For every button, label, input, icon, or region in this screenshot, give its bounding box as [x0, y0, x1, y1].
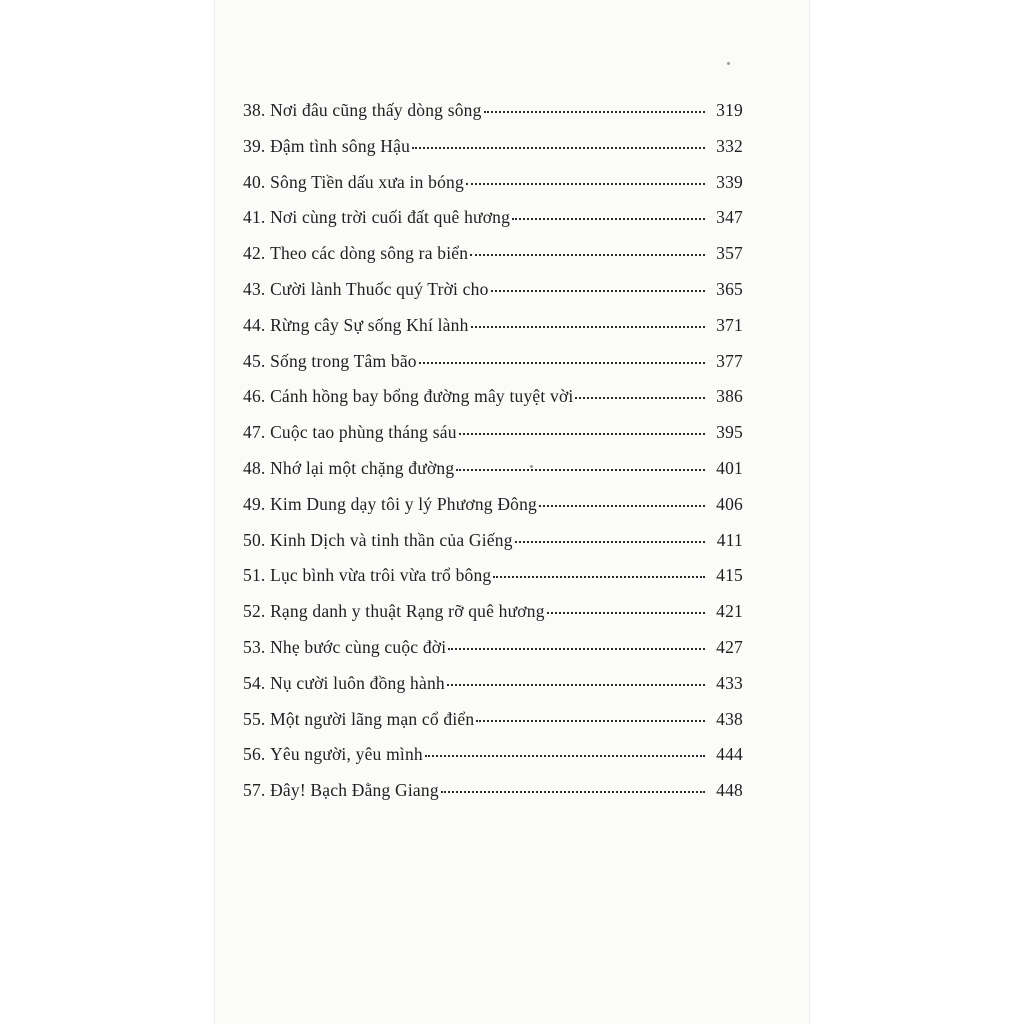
entry-page-number: 332	[716, 135, 743, 156]
toc-entry	[243, 100, 743, 136]
toc-entry	[243, 422, 743, 458]
dot-leader	[493, 576, 705, 578]
entry-title: Theo các dòng sông ra biển	[270, 243, 469, 264]
dot-leader	[539, 505, 705, 507]
entry-number: 38.	[243, 100, 266, 120]
dot-leader	[476, 720, 705, 722]
dot-leader	[412, 147, 705, 149]
entry-title: Nơi đâu cũng thấy dòng sông	[270, 100, 482, 120]
dot-leader	[441, 791, 705, 793]
entry-number: 43.	[243, 278, 266, 299]
dot-leader	[512, 218, 705, 220]
entry-page-number: 347	[716, 207, 743, 228]
toc-entry	[243, 136, 743, 172]
dot-leader	[547, 612, 705, 614]
entry-page-number: 339	[716, 171, 743, 192]
entry-page-number: 448	[716, 780, 743, 801]
entry-number: 50.	[243, 529, 266, 550]
entry-number: 47.	[243, 422, 266, 443]
entry-title: Cười lành Thuốc quý Trời cho	[270, 278, 489, 299]
entry-page-number: 319	[716, 100, 743, 120]
toc-entry	[243, 207, 743, 243]
entry-page-number: 433	[716, 672, 743, 693]
toc-entry	[243, 565, 743, 601]
entry-number: 48.	[243, 457, 266, 478]
entry-page-number: 365	[716, 278, 743, 299]
entry-title: Lục bình vừa trôi vừa trổ bông	[270, 565, 492, 586]
dot-leader	[471, 326, 705, 328]
entry-number: 53.	[243, 636, 266, 657]
toc-entry	[243, 351, 743, 387]
entry-title: Đậm tình sông Hậu	[270, 135, 411, 156]
entry-number: 45.	[243, 350, 266, 371]
toc-entry	[243, 780, 743, 816]
dot-leader	[425, 755, 705, 757]
dot-leader	[484, 111, 705, 113]
entry-title: Một người lãng mạn cổ điển	[270, 708, 475, 729]
entry-page-number: 401	[716, 457, 743, 478]
entry-title: Cuộc tao phùng tháng sáu	[270, 422, 457, 443]
entry-number: 40.	[243, 171, 266, 192]
entry-title: Nhẹ bước cùng cuộc đời	[270, 636, 447, 657]
entry-number: 44.	[243, 314, 266, 335]
entry-number: 51.	[243, 565, 266, 586]
entry-page-number: 415	[716, 565, 743, 586]
dot-leader	[419, 362, 705, 364]
toc-entry	[243, 494, 743, 530]
dot-leader	[575, 397, 705, 399]
toc-entry	[243, 386, 743, 422]
entry-title: Nhớ lại một chặng đường	[270, 457, 455, 478]
entry-title: Nụ cười luôn đồng hành	[270, 672, 445, 693]
toc-entry	[243, 279, 743, 315]
entry-number: 42.	[243, 243, 266, 264]
entry-page-number: 371	[716, 314, 743, 335]
entry-title: Rạng danh y thuật Rạng rỡ quê hương	[270, 601, 545, 622]
toc-entry	[243, 744, 743, 780]
entry-number: 39.	[243, 135, 266, 156]
entry-number: 41.	[243, 207, 266, 228]
entry-title: Sông Tiền dấu xưa in bóng	[270, 171, 464, 192]
paper-speck	[727, 62, 730, 65]
entry-number: 57.	[243, 780, 266, 801]
entry-page-number: 406	[716, 493, 743, 514]
entry-page-number: 357	[716, 243, 743, 264]
entry-page-number: 438	[716, 708, 743, 729]
dot-leader	[470, 254, 705, 256]
entry-page-number: 444	[716, 744, 743, 765]
table-of-contents	[243, 100, 743, 816]
dot-leader	[491, 290, 705, 292]
toc-entry	[243, 172, 743, 208]
toc-entry	[243, 458, 743, 494]
dot-leader	[466, 183, 705, 185]
toc-entry	[243, 601, 743, 637]
entry-number: 54.	[243, 672, 266, 693]
entry-number: 55.	[243, 708, 266, 729]
entry-title: Rừng cây Sự sống Khí lành	[270, 314, 469, 335]
entry-title: Đây! Bạch Đằng Giang	[270, 780, 439, 801]
entry-title: Yêu người, yêu mình	[270, 744, 423, 765]
entry-number: 56.	[243, 744, 266, 765]
entry-title: Sống trong Tâm bão	[270, 350, 417, 371]
entry-page-number: 427	[716, 636, 743, 657]
toc-entry	[243, 530, 743, 566]
dot-leader	[459, 433, 705, 435]
entry-page-number: 411	[716, 529, 743, 550]
entry-title: Nơi cùng trời cuối đất quê hương	[270, 207, 511, 228]
dot-leader	[515, 541, 705, 543]
toc-entry	[243, 637, 743, 673]
dot-leader	[447, 684, 705, 686]
entry-page-number: 377	[716, 350, 743, 371]
entry-title: Kinh Dịch và tinh thần của Giếng	[270, 529, 513, 550]
toc-entry	[243, 673, 743, 709]
entry-title: Kim Dung dạy tôi y lý Phương Đông	[270, 493, 538, 514]
entry-page-number: 386	[716, 386, 743, 407]
dot-leader	[448, 648, 705, 650]
entry-page-number: 395	[716, 422, 743, 443]
entry-number: 46.	[243, 386, 266, 407]
entry-number: 52.	[243, 601, 266, 622]
toc-entry	[243, 709, 743, 745]
entry-title: Cánh hồng bay bổng đường mây tuyệt vời	[270, 386, 574, 407]
dot-leader	[456, 469, 705, 471]
entry-page-number: 421	[716, 601, 743, 622]
entry-number: 49.	[243, 493, 266, 514]
toc-entry	[243, 243, 743, 279]
toc-entry	[243, 315, 743, 351]
